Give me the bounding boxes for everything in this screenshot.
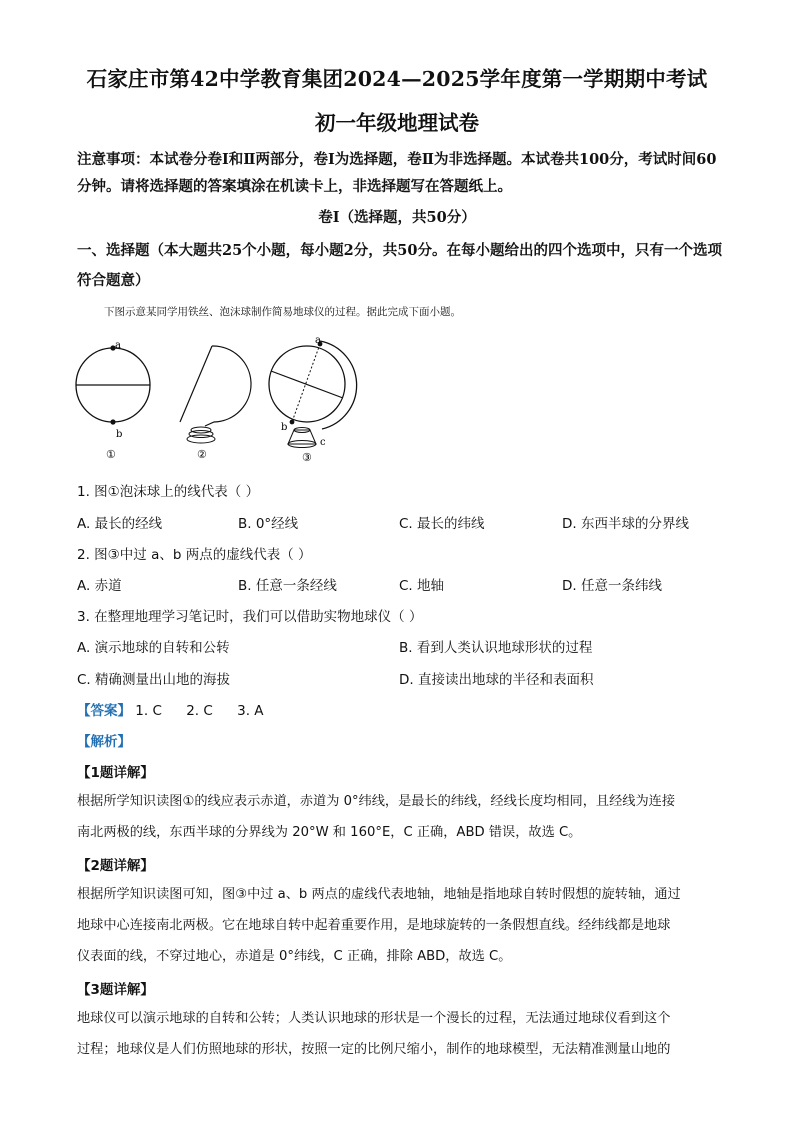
- detail-2-text: [77, 879, 717, 972]
- detail-3-line-1: 地球仪可以演示地球的自转和公转；人类认识地球的形状是一个漫长的过程，无法通过地球仪看到这个: [77, 1011, 671, 1026]
- globe-figure: [70, 334, 360, 464]
- figure-2-wire-frame: [180, 346, 251, 461]
- figure-1-foam-ball: [76, 340, 150, 461]
- question-1-option-b: B. 0°经线: [238, 516, 299, 532]
- figure-3-equator: [271, 371, 343, 398]
- answer-2: 2. C: [186, 703, 213, 719]
- label-b: b: [116, 429, 123, 440]
- question-1-option-d: D. 东西半球的分界线: [562, 516, 689, 532]
- answer-1: 1. C: [135, 703, 162, 719]
- label-a: a: [115, 340, 121, 351]
- label-a3: a: [315, 335, 321, 346]
- detail-1-line-1: 根据所学知识读图①的线应表示赤道，赤道为 0°纬线，是最长的纬线，经线长度均相同，且经线为连接: [77, 794, 676, 809]
- detail-2-line-2: 地球中心连接南北两极。它在地球自转中起着重要作用，是地球旋转的一条假想直线。经纬线都是地球: [77, 918, 671, 933]
- point-b-dot: [110, 419, 115, 424]
- exam-title: 石家庄市第42中学教育集团2024—2025学年度第一学期期中考试: [86, 67, 708, 91]
- question-3-option-a: A. 演示地球的自转和公转: [77, 640, 230, 656]
- question-3-stem: 3. 在整理地理学习笔记时，我们可以借助实物地球仪（ ）: [77, 609, 423, 625]
- detail-3-line-2: 过程；地球仪是人们仿照地球的形状，按照一定的比例尺缩小，制作的地球模型，无法精准测量山地的: [77, 1042, 671, 1057]
- question-3-option-c: C. 精确测量出山地的海拔: [77, 672, 231, 688]
- label-c: c: [320, 437, 326, 448]
- detail-2-line-1: 根据所学知识读图可知，图③中过 a、b 两点的虚线代表地轴，地轴是指地球自转时假想的旋转轴，通过: [77, 887, 681, 902]
- detail-2-line-3: 仪表面的线，不穿过地心，赤道是 0°纬线，C 正确，排除 ABD，故选 C。: [77, 949, 512, 964]
- section-instruction: 一、选择题（本大题共25个小题，每小题2分，共50分。在每小题给出的四个选项中，只有一个选项符合题意）: [77, 242, 722, 289]
- exam-notice: 注意事项：本试卷分卷Ⅰ和Ⅱ两部分，卷Ⅰ为选择题，卷Ⅱ为非选择题。本试卷共100分，考试时间60分钟。请将选择题的答案填涂在机读卡上，非选择题写在答题纸上。: [77, 151, 717, 195]
- question-intro: 下图示意某同学用铁丝、泡沫球制作简易地球仪的过程。据此完成下面小题。: [104, 306, 461, 318]
- question-2-option-b: B. 任意一条经线: [238, 578, 337, 594]
- detail-3-title: 【3题详解】: [77, 982, 154, 998]
- question-3-option-b: B. 看到人类认识地球形状的过程: [399, 640, 593, 656]
- detail-2-title: 【2题详解】: [77, 858, 154, 874]
- caption-3: ③: [302, 451, 312, 464]
- exam-subtitle: 初一年级地理试卷: [315, 111, 479, 135]
- question-1-option-c: C. 最长的纬线: [399, 516, 485, 532]
- label-b3: b: [281, 422, 288, 433]
- caption-1: ①: [106, 448, 116, 461]
- question-2-option-c: C. 地轴: [399, 578, 445, 594]
- caption-2: ②: [197, 448, 207, 461]
- point-b3-dot: [290, 420, 295, 425]
- answer-label: 【答案】: [77, 703, 131, 719]
- detail-3-text: [77, 1003, 717, 1065]
- question-2-option-a: A. 赤道: [77, 578, 122, 594]
- figure-3-axis: [292, 344, 320, 422]
- question-1-stem: 1. 图①泡沫球上的线代表（ ）: [77, 484, 260, 500]
- question-3-option-d: D. 直接读出地球的半径和表面积: [399, 672, 594, 688]
- question-2-option-d: D. 任意一条纬线: [562, 578, 662, 594]
- figure-3-globe: [269, 335, 357, 464]
- analysis-label: 【解析】: [77, 734, 131, 750]
- answer-3: 3. A: [237, 703, 264, 719]
- question-2-stem: 2. 图③中过 a、b 两点的虚线代表（ ）: [77, 547, 312, 563]
- detail-1-title: 【1题详解】: [77, 765, 154, 781]
- detail-1-text: [77, 786, 717, 848]
- question-1-option-a: A. 最长的经线: [77, 516, 163, 532]
- answer-row: [77, 699, 284, 719]
- detail-1-line-2: 南北两极的线，东西半球的分界线为 20°W 和 160°E，C 正确，ABD 错误，故选 C。: [77, 825, 582, 840]
- section-title: 卷Ⅰ（选择题，共50分）: [318, 209, 476, 226]
